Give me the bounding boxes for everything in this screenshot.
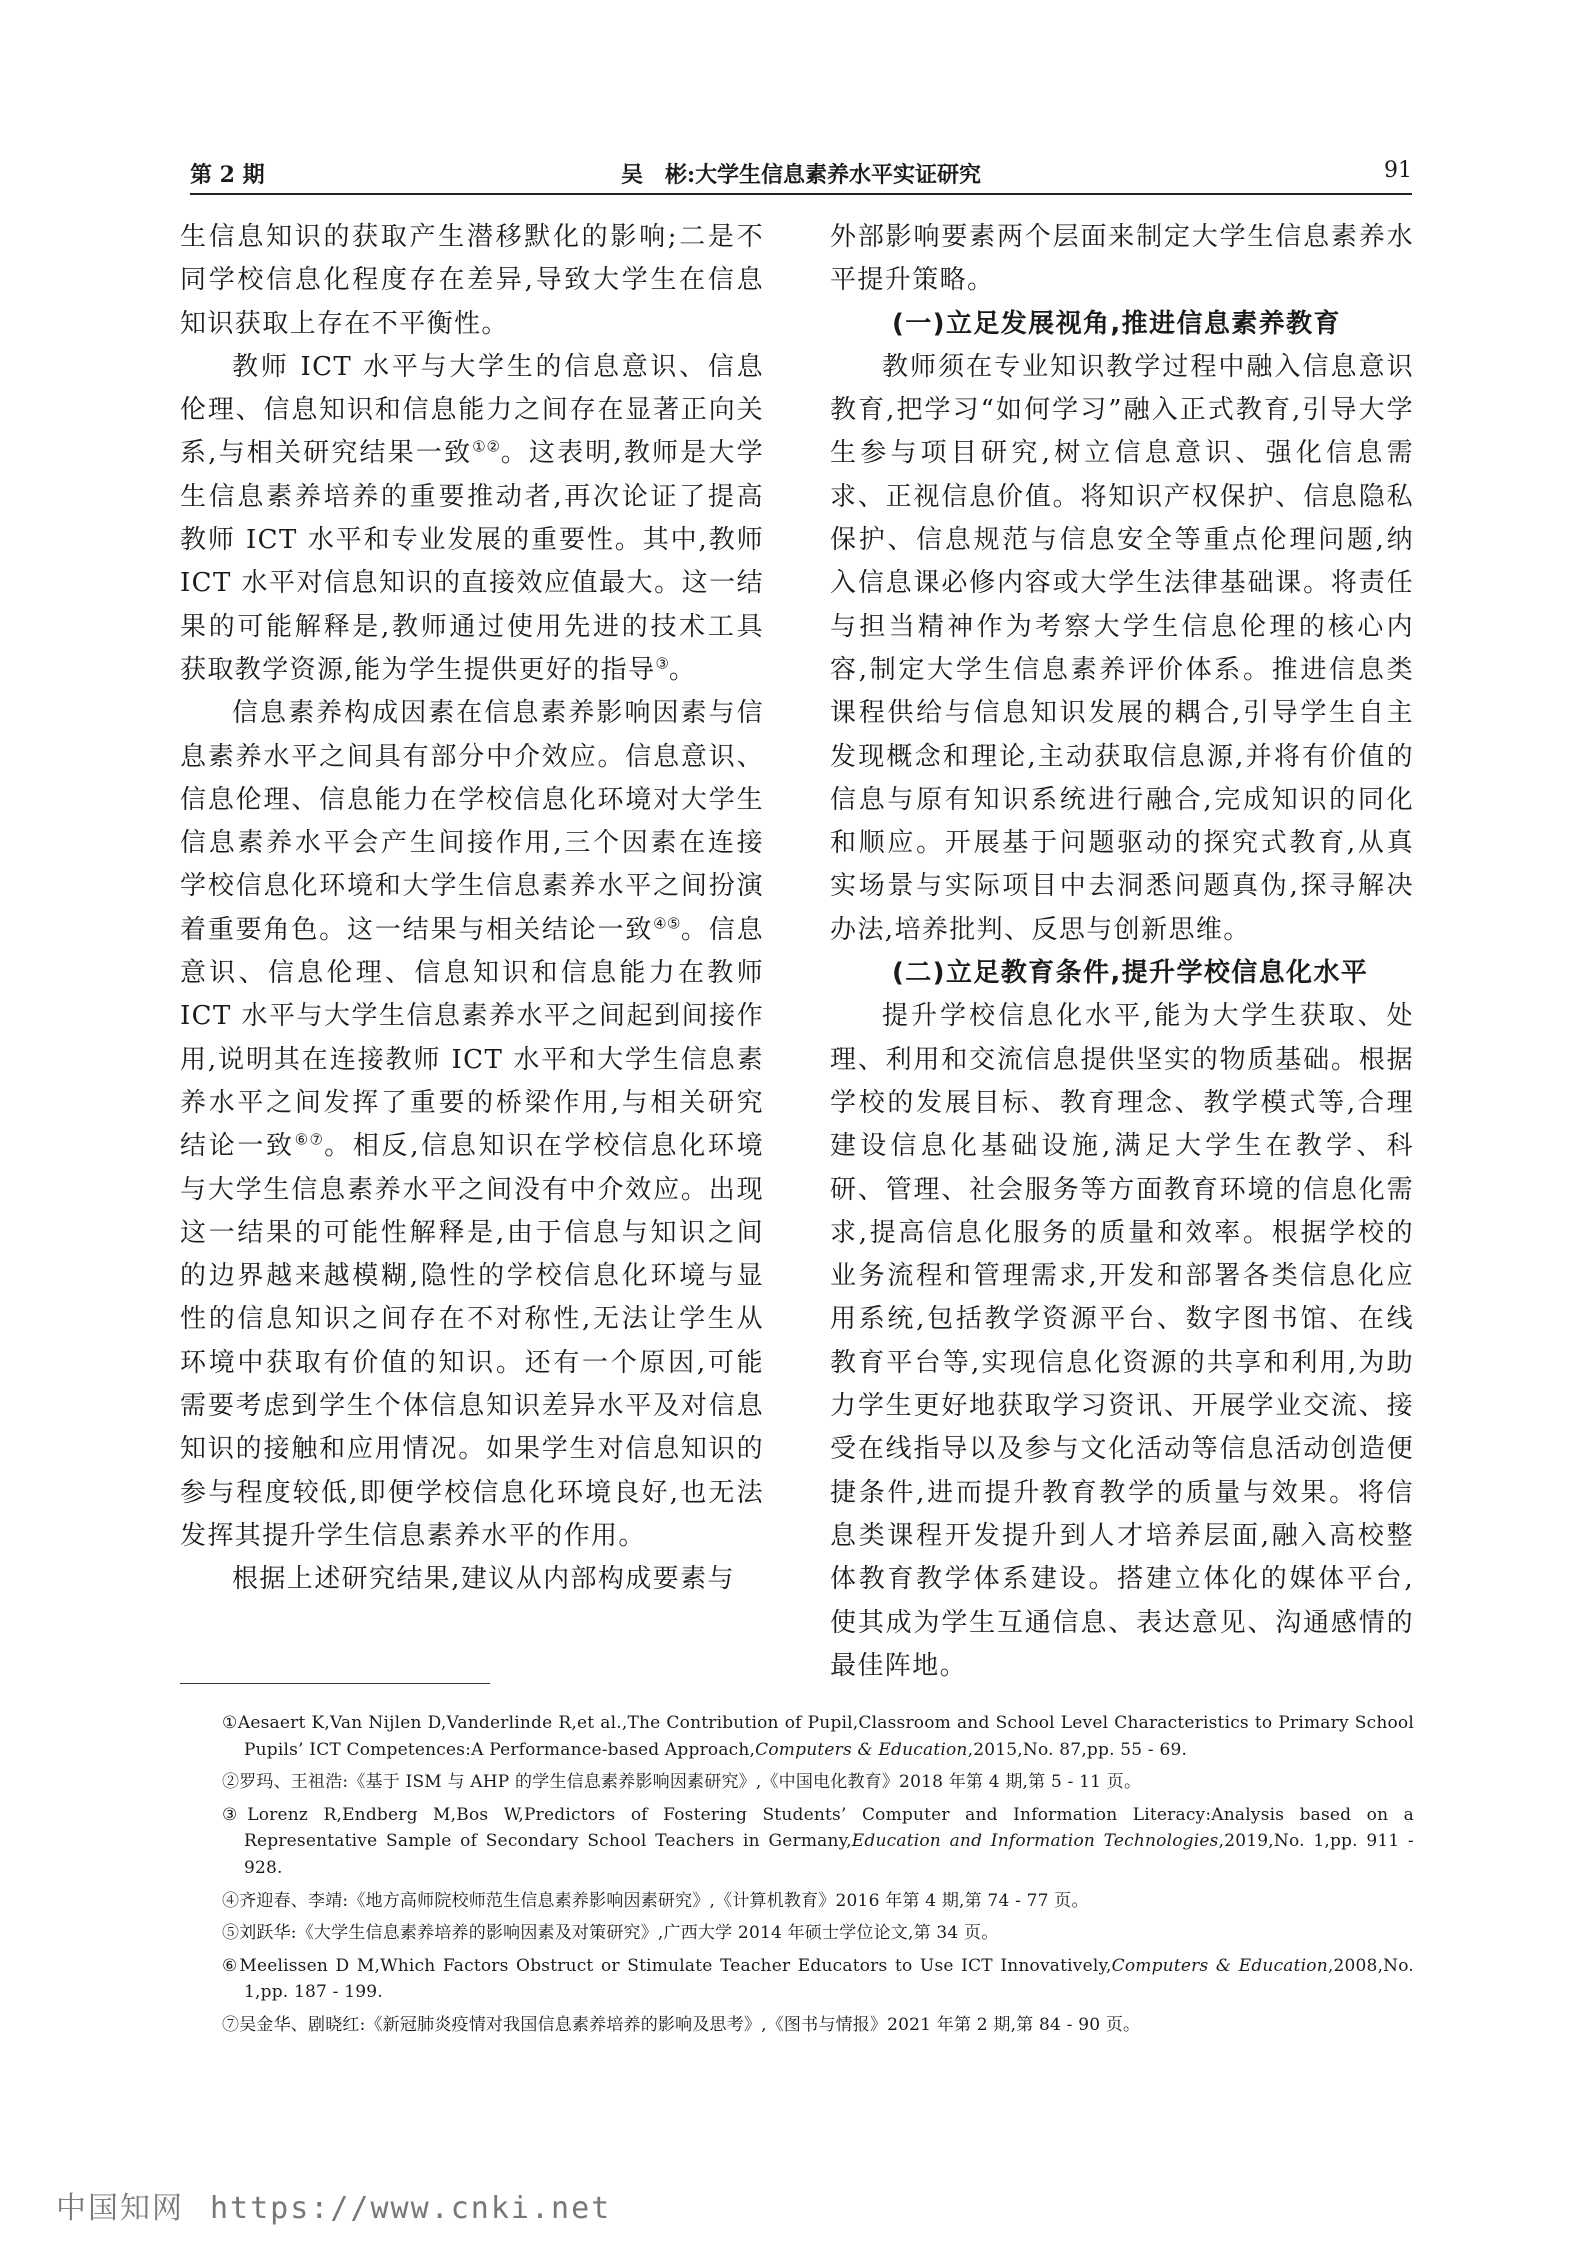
watermark-url[interactable]: https://www.cnki.net: [210, 2191, 612, 2226]
footnote-journal: Computers & Education: [755, 1739, 968, 1760]
footnote-text: ,2019,No. 1,pp. 911 - 928.: [244, 1831, 1415, 1878]
footnote-text: ②罗玛、王祖浩:《基于 ISM 与 AHP 的学生信息素养影响因素研究》,《中国电化教育》2018 年第 4 期,第 5 - 11 页。: [222, 1772, 1142, 1793]
footnote-journal: Computers & Education: [1111, 1955, 1328, 1976]
footnote-text: ,2008,No. 1,pp. 187 - 199.: [244, 1955, 1414, 2003]
footnote-ref[interactable]: ①②: [472, 437, 501, 456]
left-column: [180, 216, 764, 1602]
footnote-text: ③Lorenz R,Endberg M,Bos W,Predictors of Fostering Students’ Computer and Information Literacy:Analysis based on a Representative Sample of Secondary School Teachers in Germany,: [222, 1804, 1414, 1852]
footnote: [222, 1888, 1414, 1915]
paragraph: [180, 692, 764, 1558]
paragraph-text: 。: [668, 654, 697, 685]
paragraph-text: 。信息意识、信息伦理、信息知识和信息能力在教师 ICT 水平与大学生信息素养水平之间起到间接作用,说明其在连接教师 ICT 水平和大学生信息素养水平之间发挥了重要的桥梁作用,与相关研究结论一致: [180, 914, 764, 1162]
footnote: [222, 1769, 1414, 1796]
paragraph: 提升学校信息化水平,能为大学生获取、处理、利用和交流信息提供坚实的物质基础。根据学校的发展目标、教育理念、教学模式等,合理建设信息化基础设施,满足大学生在教学、科研、管理、社会服务等方面教育环境的信息化需求,提高信息化服务的质量和效率。根据学校的业务流程和管理需求,开发和部署各类信息化应用系统,包括教学资源平台、数字图书馆、在线教育平台等,实现信息化资源的共享和利用,为助力学生更好地获取学习资讯、开展学业交流、接受在线指导以及参与文化活动等信息活动创造便捷条件,进而提升教育教学的质量与效果。将信息类课程开发提升到人才培养层面,融入高校整体教育教学体系建设。搭建立体化的媒体平台,使其成为学生互通信息、表达意见、沟通感情的最佳阵地。: [830, 1001, 1414, 1681]
footnote-text: ⑤刘跃华:《大学生信息素养培养的影响因素及对策研究》,广西大学 2014 年硕士学位论文,第 34 页。: [222, 1923, 999, 1944]
footnote-ref[interactable]: ⑥⑦: [294, 1130, 325, 1149]
footnote-text: ④齐迎春、李靖:《地方高师院校师范生信息素养影响因素研究》,《计算机教育》2016 年第 4 期,第 74 - 77 页。: [222, 1890, 1089, 1911]
footnote-ref[interactable]: ③: [655, 654, 669, 673]
paragraph: 生信息知识的获取产生潜移默化的影响;二是不同学校信息化程度存在差异,导致大学生在信息知识获取上存在不平衡性。: [180, 222, 764, 339]
paragraph: 外部影响要素两个层面来制定大学生信息素养水平提升策略。: [830, 222, 1414, 296]
paragraph-text: 。相反,信息知识在学校信息化环境与大学生信息素养水平之间没有中介效应。出现这一结果的可能性解释是,由于信息与知识之间的边界越来越模糊,隐性的学校信息化环境与显性的信息知识之间存在不对称性,无法让学生从环境中获取有价值的知识。还有一个原因,可能需要考虑到学生个体信息知识差异水平及对信息知识的接触和应用情况。如果学生对信息知识的参与程度较低,即便学校信息化环境良好,也无法发挥其提升学生信息素养水平的作用。: [180, 1131, 764, 1551]
footnote: [222, 1802, 1414, 1882]
section-heading: (一)立足发展视角,推进信息素养教育: [892, 308, 1341, 339]
cnki-watermark: [56, 2183, 611, 2227]
paragraph-text: 信息素养构成因素在信息素养影响因素与信息素养水平之间具有部分中介效应。信息意识、信息伦理、信息能力在学校信息化环境对大学生信息素养水平会产生间接作用,三个因素在连接学校信息化环境和大学生信息素养水平之间扮演着重要角色。这一结果与相关结论一致: [180, 698, 764, 945]
footnote-text: ⑥Meelissen D M,Which Factors Obstruct or Stimulate Teacher Educators to Use ICT Innovatively,: [222, 1955, 1112, 1976]
footnote-ref[interactable]: ④⑤: [653, 914, 681, 933]
paragraph: 教师须在专业知识教学过程中融入信息意识教育,把学习“如何学习”融入正式教育,引导大学生参与项目研究,树立信息意识、强化信息需求、正视信息价值。将知识产权保护、信息隐私保护、信息规范与信息安全等重点伦理问题,纳入信息课必修内容或大学生法律基础课。将责任与担当精神作为考察大学生信息伦理的核心内容,制定大学生信息素养评价体系。推进信息类课程供给与信息知识发展的耦合,引导学生自主发现概念和理论,主动获取信息源,并将有价值的信息与原有知识系统进行融合,完成知识的同化和顺应。开展基于问题驱动的探究式教育,从真实场景与实际项目中去洞悉问题真伪,探寻解决办法,培养批判、反思与创新思维。: [830, 351, 1414, 945]
header-rule: [190, 193, 1412, 195]
paragraph-text: 教师 ICT 水平与大学生的信息意识、信息伦理、信息知识和信息能力之间存在显著正向关系,与相关研究结果一致: [180, 351, 764, 469]
footnote: [222, 2012, 1414, 2039]
footnote-text: ①Aesaert K,Van Nijlen D,Vanderlinde R,et al.,The Contribution of Pupil,Classroom and School Level Characteristics to Primary School Pupils’ ICT Competences:A Performance-based Approach,: [222, 1713, 1414, 1760]
footnotes: [222, 1710, 1414, 2045]
paragraph-text: 。这表明,教师是大学生信息素养培养的重要推动者,再次论证了提高教师 ICT 水平和专业发展的重要性。其中,教师 ICT 水平对信息知识的直接效应值最大。这一结果的可能解释是,教师通过使用先进的技术工具获取教学资源,能为学生提供更好的指导: [180, 438, 765, 685]
watermark-site-name: 中国知网: [56, 2191, 184, 2226]
footnote-rule: [180, 1683, 490, 1684]
footnote: [222, 1710, 1414, 1763]
footnote-text: ,2015,No. 87,pp. 55 - 69.: [967, 1739, 1188, 1760]
footnote: [222, 1920, 1414, 1947]
running-header: [190, 150, 1412, 190]
right-column: [830, 216, 1414, 1688]
paragraph: [180, 346, 764, 692]
footnote: [222, 1953, 1414, 2006]
footnote-text: ⑦吴金华、剧晓红:《新冠肺炎疫情对我国信息素养培养的影响及思考》,《图书与情报》2021 年第 2 期,第 84 - 90 页。: [222, 2014, 1141, 2035]
issue-number: 第 2 期: [190, 162, 265, 188]
section-heading: (二)立足教育条件,提升学校信息化水平: [892, 958, 1369, 989]
footnote-journal: Education and Information Technologies: [851, 1831, 1219, 1852]
paragraph: 根据上述研究结果,建议从内部构成要素与: [232, 1564, 735, 1595]
page-number: 91: [1384, 158, 1412, 183]
running-title: 吴 彬:大学生信息素养水平实证研究: [620, 162, 982, 188]
